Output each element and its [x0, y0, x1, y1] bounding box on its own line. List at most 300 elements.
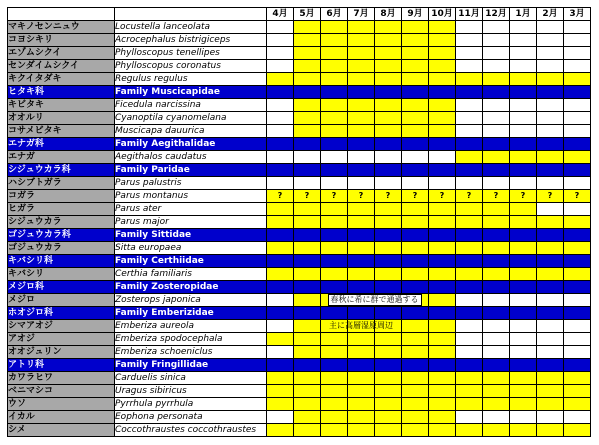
month-absent-cell	[267, 294, 294, 307]
family-month-cell	[429, 255, 456, 268]
month-present-cell	[321, 112, 348, 125]
family-month-cell	[321, 164, 348, 177]
month-absent-cell	[456, 320, 483, 333]
month-absent-cell	[456, 346, 483, 359]
month-absent-cell	[456, 177, 483, 190]
family-month-cell	[321, 229, 348, 242]
month-header-cell: 9月	[402, 8, 429, 21]
month-present-cell	[429, 268, 456, 281]
month-present-cell	[402, 34, 429, 47]
month-present-cell	[321, 411, 348, 424]
month-header-cell: 1月	[510, 8, 537, 21]
species-japanese-name: アオジ	[8, 333, 115, 346]
month-absent-cell	[564, 60, 591, 73]
family-month-cell	[429, 281, 456, 294]
month-present-cell	[267, 424, 294, 437]
month-present-cell	[294, 294, 321, 307]
species-row	[8, 21, 591, 34]
month-absent-cell	[510, 346, 537, 359]
month-present-cell: ?	[537, 190, 564, 203]
month-absent-cell	[267, 112, 294, 125]
month-present-cell	[294, 60, 321, 73]
month-present-cell	[294, 242, 321, 255]
family-scientific-name: Family Aegithalidae	[115, 138, 267, 151]
month-present-cell	[402, 125, 429, 138]
family-month-cell	[564, 86, 591, 99]
month-present-cell	[294, 346, 321, 359]
month-absent-cell	[267, 125, 294, 138]
month-header-cell: 10月	[429, 8, 456, 21]
month-present-cell	[483, 385, 510, 398]
month-present-cell	[348, 34, 375, 47]
month-present-cell	[375, 398, 402, 411]
species-japanese-name: コサメビタキ	[8, 125, 115, 138]
month-absent-cell	[456, 333, 483, 346]
month-absent-cell	[564, 21, 591, 34]
month-present-cell	[429, 346, 456, 359]
month-present-cell	[564, 73, 591, 86]
month-present-cell: ?	[267, 190, 294, 203]
species-japanese-name: シマアオジ	[8, 320, 115, 333]
family-row	[8, 307, 591, 320]
species-scientific-name: Carduelis sinica	[115, 372, 267, 385]
month-present-cell	[429, 411, 456, 424]
family-month-cell	[375, 359, 402, 372]
month-present-cell	[402, 372, 429, 385]
month-present-cell	[537, 424, 564, 437]
species-scientific-name: Sitta europaea	[115, 242, 267, 255]
month-absent-cell	[510, 99, 537, 112]
family-japanese-name: シジュウカラ科	[8, 164, 115, 177]
month-present-cell	[321, 21, 348, 34]
family-month-cell	[402, 229, 429, 242]
family-month-cell	[402, 307, 429, 320]
family-row	[8, 281, 591, 294]
month-present-cell	[429, 73, 456, 86]
month-present-cell	[294, 398, 321, 411]
month-absent-cell	[267, 177, 294, 190]
family-month-cell	[321, 281, 348, 294]
month-present-cell	[321, 385, 348, 398]
family-month-cell	[321, 307, 348, 320]
month-present-cell	[456, 424, 483, 437]
species-row	[8, 125, 591, 138]
family-month-cell	[537, 86, 564, 99]
month-present-cell	[267, 333, 294, 346]
species-row	[8, 151, 591, 164]
month-present-cell	[510, 385, 537, 398]
month-present-cell	[402, 73, 429, 86]
month-present-cell	[375, 112, 402, 125]
month-present-cell	[402, 333, 429, 346]
species-row	[8, 47, 591, 60]
month-present-cell	[483, 203, 510, 216]
month-present-cell	[348, 203, 375, 216]
month-present-cell	[348, 398, 375, 411]
species-scientific-name: Phylloscopus tenellipes	[115, 47, 267, 60]
family-month-cell	[456, 138, 483, 151]
month-present-cell	[510, 242, 537, 255]
family-month-cell	[294, 164, 321, 177]
species-scientific-name: Eophona personata	[115, 411, 267, 424]
species-scientific-name: Phylloscopus coronatus	[115, 60, 267, 73]
month-present-cell	[429, 60, 456, 73]
month-present-cell	[321, 268, 348, 281]
species-scientific-name: Acrocephalus bistrigiceps	[115, 34, 267, 47]
month-present-cell	[429, 99, 456, 112]
month-present-cell	[483, 372, 510, 385]
family-month-cell	[537, 307, 564, 320]
month-absent-cell	[564, 99, 591, 112]
month-absent-cell	[294, 151, 321, 164]
family-month-cell	[510, 229, 537, 242]
family-month-cell	[429, 229, 456, 242]
family-month-cell	[321, 86, 348, 99]
month-present-cell	[267, 242, 294, 255]
family-month-cell	[294, 255, 321, 268]
family-month-cell	[456, 359, 483, 372]
family-row	[8, 138, 591, 151]
month-absent-cell	[537, 203, 564, 216]
month-absent-cell	[483, 346, 510, 359]
family-month-cell	[537, 281, 564, 294]
month-absent-cell	[537, 346, 564, 359]
month-absent-cell	[510, 411, 537, 424]
family-month-cell	[510, 255, 537, 268]
species-japanese-name: ヒガラ	[8, 203, 115, 216]
species-row	[8, 398, 591, 411]
month-absent-cell	[456, 411, 483, 424]
month-present-cell	[375, 385, 402, 398]
species-japanese-name: ゴジュウカラ	[8, 242, 115, 255]
month-absent-cell	[537, 34, 564, 47]
month-absent-cell	[537, 294, 564, 307]
species-row	[8, 333, 591, 346]
month-absent-cell	[564, 333, 591, 346]
species-scientific-name: Pyrrhula pyrrhula	[115, 398, 267, 411]
month-present-cell	[375, 203, 402, 216]
species-row	[8, 242, 591, 255]
month-present-cell	[321, 73, 348, 86]
month-absent-cell	[483, 99, 510, 112]
family-month-cell	[483, 229, 510, 242]
family-scientific-name: Family Certhiidae	[115, 255, 267, 268]
month-present-cell	[402, 424, 429, 437]
family-month-cell	[267, 164, 294, 177]
month-absent-cell	[564, 294, 591, 307]
family-month-cell	[402, 359, 429, 372]
family-month-cell	[375, 255, 402, 268]
month-present-cell	[483, 398, 510, 411]
family-month-cell	[429, 307, 456, 320]
month-absent-cell	[456, 125, 483, 138]
family-month-cell	[267, 229, 294, 242]
species-rows	[8, 21, 591, 437]
month-present-cell	[564, 385, 591, 398]
species-japanese-name: キビタキ	[8, 99, 115, 112]
month-absent-cell	[537, 411, 564, 424]
family-month-cell	[429, 164, 456, 177]
month-absent-cell	[483, 177, 510, 190]
month-absent-cell	[456, 99, 483, 112]
month-present-cell	[375, 346, 402, 359]
month-present-cell	[294, 424, 321, 437]
species-scientific-name: Cyanoptila cyanomelana	[115, 112, 267, 125]
month-present-cell	[564, 372, 591, 385]
month-absent-cell	[402, 151, 429, 164]
month-present-cell	[402, 99, 429, 112]
family-month-cell	[537, 359, 564, 372]
month-present-cell	[402, 112, 429, 125]
month-present-cell	[321, 203, 348, 216]
family-month-cell	[483, 359, 510, 372]
month-present-cell	[348, 60, 375, 73]
month-present-cell	[402, 47, 429, 60]
month-present-cell	[294, 112, 321, 125]
month-present-cell	[402, 242, 429, 255]
month-present-cell	[375, 372, 402, 385]
family-month-cell	[564, 359, 591, 372]
species-japanese-name: ハシブトガラ	[8, 177, 115, 190]
month-present-cell	[294, 34, 321, 47]
month-absent-cell	[267, 411, 294, 424]
species-row	[8, 372, 591, 385]
species-row	[8, 73, 591, 86]
month-present-cell	[348, 21, 375, 34]
family-row	[8, 255, 591, 268]
family-month-cell	[267, 359, 294, 372]
month-present-cell	[510, 424, 537, 437]
month-absent-cell	[294, 177, 321, 190]
month-present-cell	[537, 151, 564, 164]
month-present-cell	[456, 372, 483, 385]
month-present-cell	[321, 372, 348, 385]
month-present-cell	[375, 424, 402, 437]
family-month-cell	[348, 138, 375, 151]
month-present-cell	[321, 34, 348, 47]
month-present-cell	[267, 398, 294, 411]
species-scientific-name: Coccothraustes coccothraustes	[115, 424, 267, 437]
month-present-cell	[348, 125, 375, 138]
month-present-cell	[294, 411, 321, 424]
month-absent-cell	[537, 60, 564, 73]
month-present-cell	[564, 268, 591, 281]
month-present-cell	[348, 411, 375, 424]
migration-calendar-table	[7, 7, 591, 437]
family-month-cell	[564, 138, 591, 151]
species-japanese-name: コヨシキリ	[8, 34, 115, 47]
month-present-cell	[537, 385, 564, 398]
month-absent-cell	[483, 47, 510, 60]
month-present-cell	[564, 424, 591, 437]
species-japanese-name: メジロ	[8, 294, 115, 307]
family-row	[8, 359, 591, 372]
family-month-cell	[375, 138, 402, 151]
month-absent-cell	[564, 203, 591, 216]
family-month-cell	[483, 255, 510, 268]
month-absent-cell	[321, 151, 348, 164]
month-present-cell	[321, 216, 348, 229]
month-present-cell	[294, 372, 321, 385]
month-absent-cell	[402, 177, 429, 190]
family-month-cell	[510, 164, 537, 177]
month-present-cell	[537, 216, 564, 229]
family-japanese-name: アトリ科	[8, 359, 115, 372]
family-month-cell	[402, 281, 429, 294]
month-present-cell	[429, 424, 456, 437]
species-row	[8, 424, 591, 437]
family-month-cell	[294, 281, 321, 294]
occurrence-note: 主に高層湿原周辺	[329, 321, 393, 330]
month-absent-cell	[267, 60, 294, 73]
month-absent-cell	[537, 47, 564, 60]
month-absent-cell	[429, 151, 456, 164]
family-month-cell	[294, 307, 321, 320]
month-present-cell	[375, 47, 402, 60]
month-present-cell	[402, 60, 429, 73]
month-absent-cell	[510, 34, 537, 47]
month-present-cell	[429, 320, 456, 333]
month-absent-cell	[483, 411, 510, 424]
month-present-cell	[348, 99, 375, 112]
species-scientific-name: Locustella lanceolata	[115, 21, 267, 34]
month-absent-cell	[267, 21, 294, 34]
month-present-cell	[402, 320, 429, 333]
month-present-cell	[294, 99, 321, 112]
family-row	[8, 164, 591, 177]
family-month-cell	[375, 86, 402, 99]
month-present-cell	[429, 21, 456, 34]
month-present-cell: ?	[348, 190, 375, 203]
species-scientific-name: Regulus regulus	[115, 73, 267, 86]
family-month-cell	[510, 138, 537, 151]
month-present-cell	[375, 333, 402, 346]
month-present-cell	[375, 268, 402, 281]
species-japanese-name: イカル	[8, 411, 115, 424]
month-present-cell	[294, 73, 321, 86]
month-present-cell	[564, 242, 591, 255]
month-absent-cell	[537, 21, 564, 34]
month-present-cell	[429, 203, 456, 216]
family-month-cell	[375, 307, 402, 320]
month-present-cell	[429, 34, 456, 47]
family-scientific-name: Family Sittidae	[115, 229, 267, 242]
month-present-cell	[267, 73, 294, 86]
species-row	[8, 411, 591, 424]
month-present-cell	[510, 216, 537, 229]
species-japanese-name: エナガ	[8, 151, 115, 164]
species-scientific-name: Parus palustris	[115, 177, 267, 190]
month-present-cell	[321, 125, 348, 138]
family-japanese-name: ゴジュウカラ科	[8, 229, 115, 242]
month-absent-cell	[510, 177, 537, 190]
month-present-cell	[348, 424, 375, 437]
species-row	[8, 385, 591, 398]
species-japanese-name: エゾムシクイ	[8, 47, 115, 60]
family-month-cell	[510, 359, 537, 372]
month-present-cell	[294, 320, 321, 333]
month-header-cell: 3月	[564, 8, 591, 21]
month-present-cell	[375, 125, 402, 138]
month-present-cell	[456, 268, 483, 281]
species-scientific-name: Uragus sibiricus	[115, 385, 267, 398]
family-month-cell	[564, 281, 591, 294]
family-month-cell	[348, 307, 375, 320]
species-scientific-name: Parus ater	[115, 203, 267, 216]
family-month-cell	[294, 359, 321, 372]
month-present-cell	[267, 372, 294, 385]
month-absent-cell	[564, 411, 591, 424]
month-present-cell	[294, 268, 321, 281]
month-absent-cell	[510, 320, 537, 333]
month-absent-cell	[321, 177, 348, 190]
month-absent-cell	[564, 320, 591, 333]
family-scientific-name: Family Zosteropidae	[115, 281, 267, 294]
month-absent-cell	[510, 47, 537, 60]
family-month-cell	[456, 229, 483, 242]
month-present-cell	[321, 346, 348, 359]
month-present-cell	[321, 99, 348, 112]
species-japanese-name: カワラヒワ	[8, 372, 115, 385]
month-present-cell	[348, 268, 375, 281]
species-scientific-name: Parus major	[115, 216, 267, 229]
month-present-cell	[402, 268, 429, 281]
month-present-cell	[294, 216, 321, 229]
month-present-cell	[321, 242, 348, 255]
species-scientific-name: Emberiza schoeniclus	[115, 346, 267, 359]
month-present-cell	[510, 203, 537, 216]
month-present-cell	[375, 242, 402, 255]
family-month-cell	[294, 86, 321, 99]
species-row	[8, 346, 591, 359]
month-header-cell: 8月	[375, 8, 402, 21]
month-present-cell	[375, 34, 402, 47]
month-absent-cell	[537, 320, 564, 333]
month-absent-cell	[483, 34, 510, 47]
month-absent-cell	[456, 60, 483, 73]
species-row	[8, 99, 591, 112]
month-present-cell: ?	[429, 190, 456, 203]
month-absent-cell	[564, 47, 591, 60]
species-scientific-name: Emberiza spodocephala	[115, 333, 267, 346]
corner-blank-cell	[8, 8, 115, 21]
month-present-cell	[537, 242, 564, 255]
family-month-cell	[510, 307, 537, 320]
family-month-cell	[348, 281, 375, 294]
month-present-cell	[348, 372, 375, 385]
month-absent-cell	[537, 99, 564, 112]
month-absent-cell	[564, 112, 591, 125]
month-absent-cell	[510, 60, 537, 73]
month-absent-cell	[267, 47, 294, 60]
month-present-cell	[294, 47, 321, 60]
month-header-cell: 7月	[348, 8, 375, 21]
family-month-cell	[483, 138, 510, 151]
family-japanese-name: エナガ科	[8, 138, 115, 151]
month-present-cell	[375, 21, 402, 34]
species-row	[8, 34, 591, 47]
species-row	[8, 190, 591, 203]
family-row	[8, 86, 591, 99]
family-month-cell	[537, 138, 564, 151]
species-scientific-name: Aegithalos caudatus	[115, 151, 267, 164]
family-japanese-name: メジロ科	[8, 281, 115, 294]
month-present-cell	[375, 99, 402, 112]
month-present-cell	[402, 411, 429, 424]
month-absent-cell	[564, 34, 591, 47]
family-month-cell	[348, 86, 375, 99]
month-absent-cell	[456, 47, 483, 60]
